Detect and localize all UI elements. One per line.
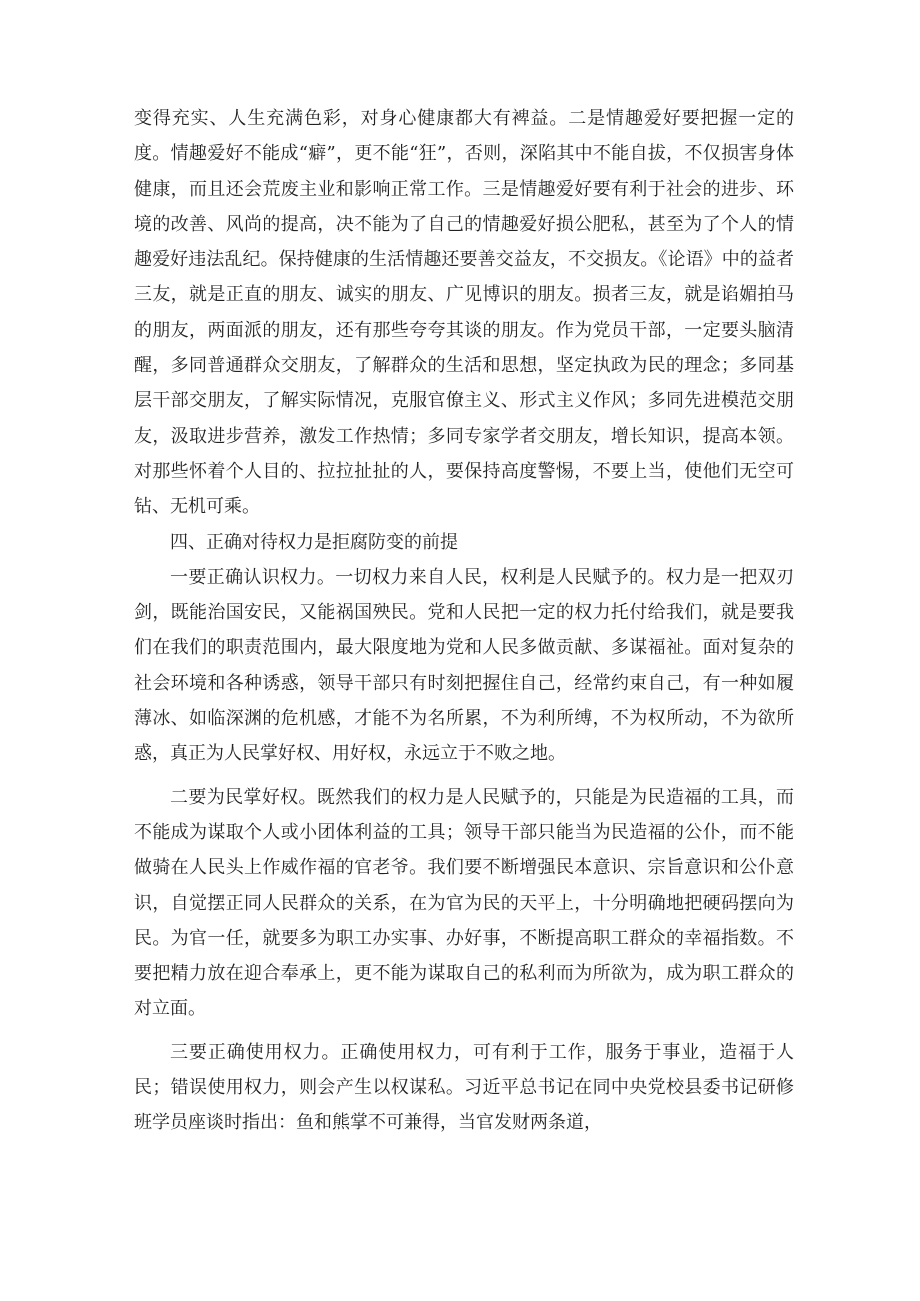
paragraph-point-one: 一要正确认识权力。一切权力来自人民，权利是人民赋予的。权力是一把双刃剑，既能治国安民，又能祸国殃民。党和人民把一定的权力托付给我们，就是要我们在我们的职责范围内，最大限度地为党和人民多做贡献、多谋福祉。面对复杂的社会环境和各种诱惑，领导干部只有时刻把握住自己，经常约束自己，有一种如履薄冰、如临深渊的危机感，才能不为名所累，不为利所缚，不为权所动，不为欲所惑，真正为人民掌好权、用好权，永远立于不败之地。 — [134, 566, 794, 765]
paragraph-point-two: 二要为民掌好权。既然我们的权力是人民赋予的，只能是为民造福的工具，而不能成为谋取个人或小团体利益的工具；领导干部只能当为民造福的公仆，而不能做骑在人民头上作威作福的官老爷。我们要不断增强民本意识、宗旨意识和公仆意识，自觉摆正同人民群众的关系，在为官为民的天平上，十分明确地把硬码摆向为民。为官一任，就要多为职工办实事、办好事，不断提高职工群众的幸福指数。不要把精力放在迎合奉承上，更不能为谋取自己的私利而为所欲为，成为职工群众的对立面。 — [134, 786, 794, 1020]
paragraph-continued: 变得充实、人生充满色彩，对身心健康都大有裨益。二是情趣爱好要把握一定的度。情趣爱好不能成“癖”，更不能“狂”，否则，深陷其中不能自拔，不仅损害身体健康，而且还会荒废主业和影响正常工作。三是情趣爱好要有利于社会的进步、环境的改善、风尚的提高，决不能为了自己的情趣爱好损公肥私，甚至为了个人的情趣爱好违法乱纪。保持健康的生活情趣还要善交益友，不交损友。《论语》中的益者三友，就是正直的朋友、诚实的朋友、广见博识的朋友。损者三友，就是谄媚拍马的朋友，两面派的朋友，还有那些夸夸其谈的朋友。作为党员干部，一定要头脑清醒，多同普通群众交朋友，了解群众的生活和思想，坚定执政为民的理念；多同基层干部交朋友，了解实际情况，克服官僚主义、形式主义作风；多同先进模范交朋友，汲取进步营养，激发工作热情；多同专家学者交朋友，增长知识，提高本领。对那些怀着个人目的、拉拉扯扯的人，要保持高度警惕，不要上当，使他们无空可钻、无机可乘。 — [134, 108, 794, 518]
paragraph-point-three: 三要正确使用权力。正确使用权力，可有利于工作，服务于事业，造福于人民；错误使用权力，则会产生以权谋私。习近平总书记在同中央党校县委书记研修班学员座谈时指出：鱼和熊掌不可兼得，当官发财两条道， — [134, 1041, 794, 1134]
section-heading: 四、正确对待权力是拒腐防变的前提 — [170, 531, 458, 553]
document-page — [134, 101, 794, 1141]
